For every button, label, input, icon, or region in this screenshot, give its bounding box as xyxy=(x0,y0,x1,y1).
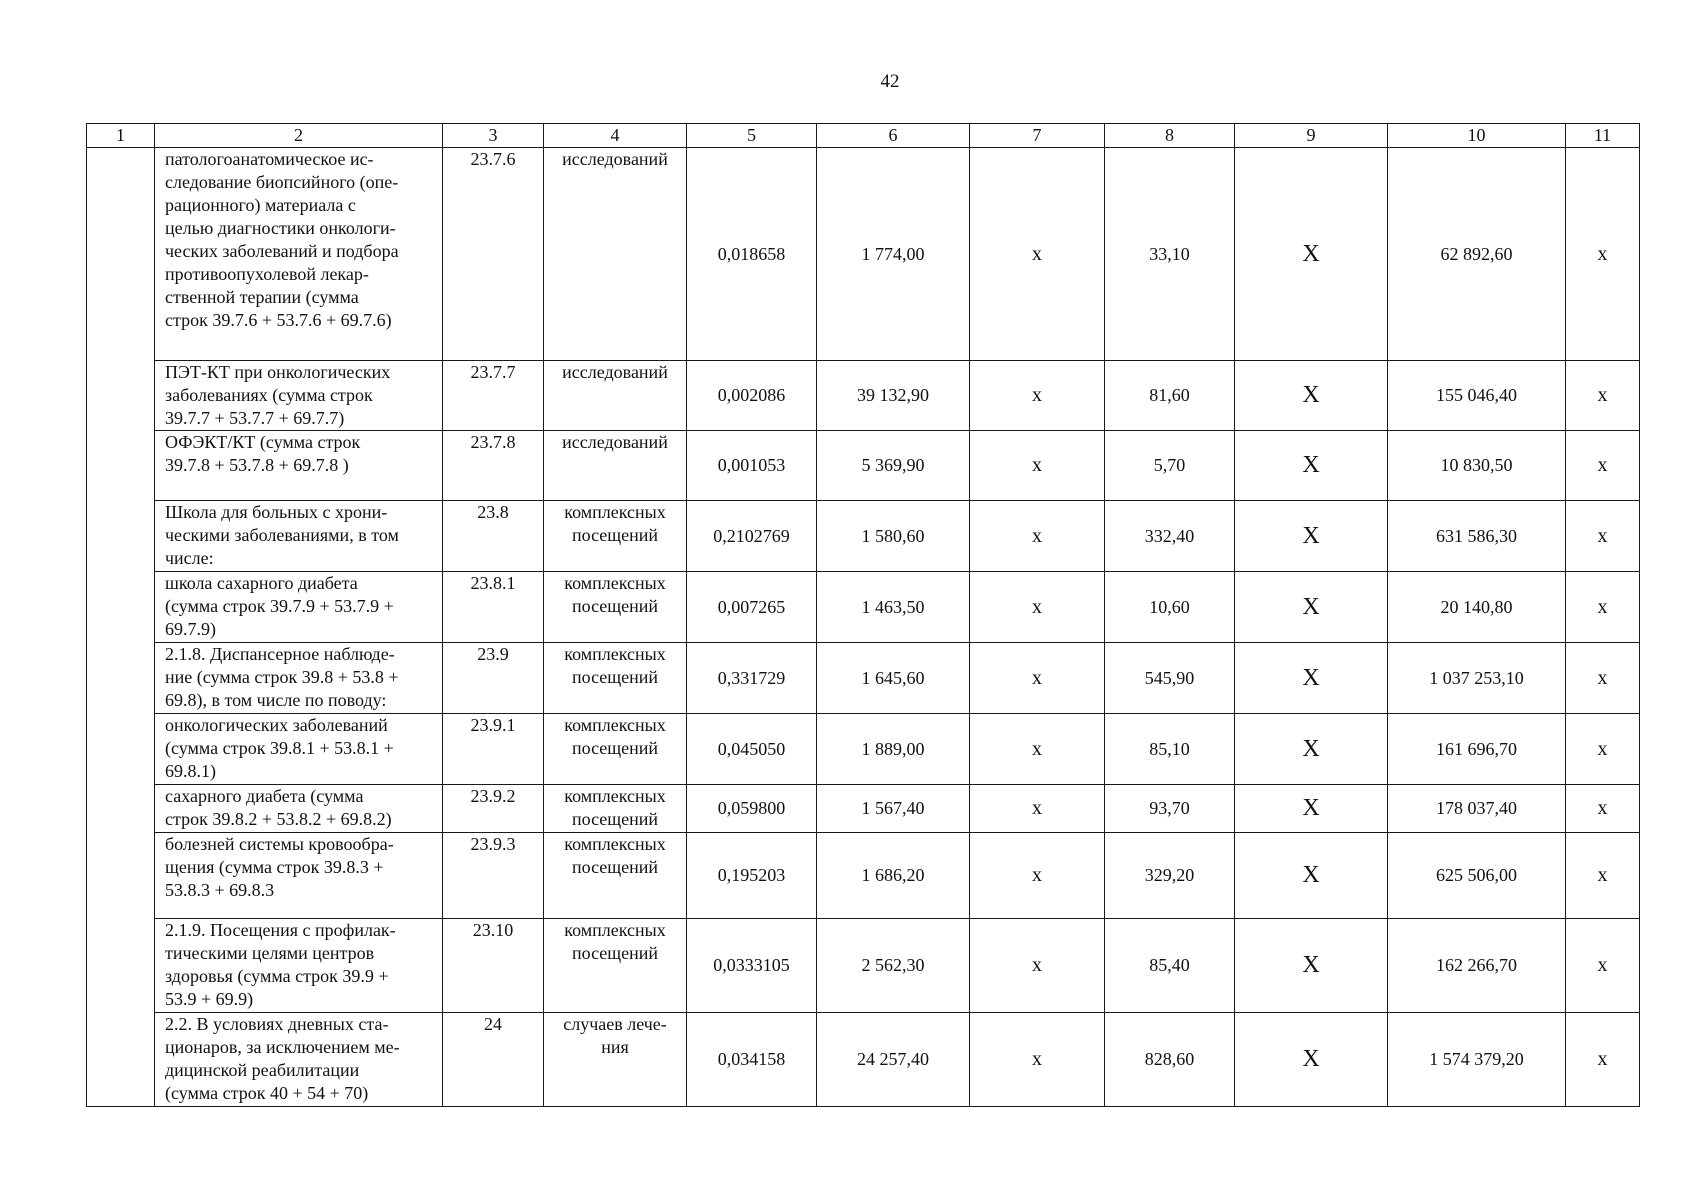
row-unit-cell xyxy=(544,431,687,501)
row-name-line: 2.2. В условиях дневных ста- xyxy=(165,1014,389,1034)
row-c6-cell: 1 580,60 xyxy=(817,501,970,572)
row-c9-cell: Х xyxy=(1235,148,1388,361)
row-c10-cell: 1 574 379,20 xyxy=(1388,1013,1566,1107)
row-name-line: 69.8), в том числе по поводу: xyxy=(165,690,387,710)
header-cell: 11 xyxy=(1566,124,1640,148)
row-c9-cell: Х xyxy=(1235,919,1388,1013)
row-unit-line: комплексных xyxy=(564,834,666,854)
header-cell: 10 xyxy=(1388,124,1566,148)
row-c6-cell: 1 645,60 xyxy=(817,643,970,714)
row-name-line: 69.8.1) xyxy=(165,761,216,781)
page-number: 42 xyxy=(880,71,900,92)
row-c7-cell: х xyxy=(970,572,1105,643)
row-name-line: рационного) материала с xyxy=(165,195,356,215)
row-name-cell xyxy=(155,643,443,714)
row-name-line: строк 39.8.2 + 53.8.2 + 69.8.2) xyxy=(165,809,392,829)
row-c7-cell: х xyxy=(970,431,1105,501)
row-c6-cell: 5 369,90 xyxy=(817,431,970,501)
row-c11-cell: х xyxy=(1566,361,1640,431)
row-unit-cell xyxy=(544,148,687,361)
row-c11-cell: х xyxy=(1566,643,1640,714)
row-c9-cell: Х xyxy=(1235,501,1388,572)
table-row xyxy=(87,1013,1640,1107)
row-name-cell xyxy=(155,361,443,431)
row-c10-cell: 1 037 253,10 xyxy=(1388,643,1566,714)
row-c6-cell: 39 132,90 xyxy=(817,361,970,431)
row-code-cell: 23.7.6 xyxy=(443,148,544,361)
row-name-line: болезней системы кровообра- xyxy=(165,834,394,854)
row-code-cell: 23.9 xyxy=(443,643,544,714)
row-c9-cell: Х xyxy=(1235,1013,1388,1107)
row-c8-cell: 93,70 xyxy=(1105,785,1235,833)
row-name-cell xyxy=(155,833,443,919)
row-name-cell xyxy=(155,431,443,501)
row-c5-cell: 0,045050 xyxy=(687,714,817,785)
row-name-cell xyxy=(155,1013,443,1107)
row-name-line: 2.1.9. Посещения с профилак- xyxy=(165,920,396,940)
row-c8-cell: 10,60 xyxy=(1105,572,1235,643)
row-code-cell: 23.8.1 xyxy=(443,572,544,643)
row-c7-cell: х xyxy=(970,919,1105,1013)
row-unit-line: комплексных xyxy=(564,573,666,593)
table-row xyxy=(87,431,1640,501)
row-c7-cell: х xyxy=(970,1013,1105,1107)
row-code-cell: 24 xyxy=(443,1013,544,1107)
header-cell: 4 xyxy=(544,124,687,148)
row-c8-cell: 332,40 xyxy=(1105,501,1235,572)
row-c7-cell: х xyxy=(970,833,1105,919)
row-name-cell xyxy=(155,919,443,1013)
row-c6-cell: 1 774,00 xyxy=(817,148,970,361)
row-c5-cell: 0,034158 xyxy=(687,1013,817,1107)
row-c7-cell: х xyxy=(970,714,1105,785)
row-c11-cell: х xyxy=(1566,785,1640,833)
row-c6-cell: 24 257,40 xyxy=(817,1013,970,1107)
row-c11-cell: х xyxy=(1566,714,1640,785)
row-name-line: заболеваниях (сумма строк xyxy=(165,385,373,405)
row-name-line: ческими заболеваниями, в том xyxy=(165,525,399,545)
row-c10-cell: 162 266,70 xyxy=(1388,919,1566,1013)
row-c8-cell: 545,90 xyxy=(1105,643,1235,714)
header-cell: 7 xyxy=(970,124,1105,148)
row-c5-cell: 0,331729 xyxy=(687,643,817,714)
row-c10-cell: 178 037,40 xyxy=(1388,785,1566,833)
table-row xyxy=(87,785,1640,833)
row-c9-cell: Х xyxy=(1235,785,1388,833)
row-unit-line: посещений xyxy=(571,525,659,545)
row-unit-line: посещений xyxy=(571,809,659,829)
table-row xyxy=(87,361,1640,431)
row-name-cell xyxy=(155,714,443,785)
row-unit-cell xyxy=(544,361,687,431)
header-row xyxy=(87,124,1640,148)
row-name-line: 69.7.9) xyxy=(165,619,216,639)
row-name-line: числе: xyxy=(165,548,214,568)
row-c7-cell: х xyxy=(970,361,1105,431)
row-c10-cell: 161 696,70 xyxy=(1388,714,1566,785)
row-unit-cell xyxy=(544,919,687,1013)
data-table xyxy=(86,123,1640,1107)
row-c6-cell: 1 686,20 xyxy=(817,833,970,919)
row-name-line: следование биопсийного (опе- xyxy=(165,172,399,192)
row-name-line: ческих заболеваний и подбора xyxy=(165,241,399,261)
row-c11-cell: х xyxy=(1566,148,1640,361)
row-name-line: целью диагностики онкологи- xyxy=(165,218,396,238)
header-cell: 2 xyxy=(155,124,443,148)
row-unit-line: посещений xyxy=(571,667,659,687)
row-unit-cell xyxy=(544,1013,687,1107)
row-c9-cell: Х xyxy=(1235,643,1388,714)
row-unit-line: комплексных xyxy=(564,644,666,664)
row-c5-cell: 0,2102769 xyxy=(687,501,817,572)
row-name-line: 39.7.7 + 53.7.7 + 69.7.7) xyxy=(165,408,345,428)
row-unit-cell xyxy=(544,833,687,919)
row-code-cell: 23.8 xyxy=(443,501,544,572)
row-unit-line: посещений xyxy=(571,857,659,877)
row-unit-cell xyxy=(544,572,687,643)
row-c8-cell: 85,40 xyxy=(1105,919,1235,1013)
row-c5-cell: 0,002086 xyxy=(687,361,817,431)
row-unit-line: комплексных xyxy=(564,786,666,806)
row-name-line: (сумма строк 39.8.1 + 53.8.1 + xyxy=(165,738,394,758)
row-name-line: (сумма строк 39.7.9 + 53.7.9 + xyxy=(165,596,394,616)
header-cell: 8 xyxy=(1105,124,1235,148)
row-c10-cell: 10 830,50 xyxy=(1388,431,1566,501)
row-c5-cell: 0,195203 xyxy=(687,833,817,919)
row-name-cell xyxy=(155,501,443,572)
row-c8-cell: 329,20 xyxy=(1105,833,1235,919)
row-c10-cell: 625 506,00 xyxy=(1388,833,1566,919)
row-unit-line: случаев лече- xyxy=(563,1014,667,1034)
row-name-line: 2.1.8. Диспансерное наблюде- xyxy=(165,644,395,664)
row-name-line: сахарного диабета (сумма xyxy=(165,786,364,806)
header-cell: 9 xyxy=(1235,124,1388,148)
row-name-line: школа сахарного диабета xyxy=(165,573,358,593)
row-unit-line: посещений xyxy=(571,738,659,758)
table-row xyxy=(87,501,1640,572)
row-c9-cell: Х xyxy=(1235,431,1388,501)
row-name-line: ОФЭКТ/КТ (сумма строк xyxy=(165,432,361,452)
row-c5-cell: 0,059800 xyxy=(687,785,817,833)
row-code-cell: 23.7.8 xyxy=(443,431,544,501)
row-code-cell: 23.10 xyxy=(443,919,544,1013)
header-cell: 1 xyxy=(87,124,155,148)
row-c6-cell: 1 567,40 xyxy=(817,785,970,833)
row-name-line: ственной терапии (сумма xyxy=(165,287,359,307)
row-c10-cell: 20 140,80 xyxy=(1388,572,1566,643)
row-c9-cell: Х xyxy=(1235,833,1388,919)
row-unit-line: комплексных xyxy=(564,502,666,522)
header-cell: 5 xyxy=(687,124,817,148)
row-unit-line: ния xyxy=(601,1037,629,1057)
row-group-cell xyxy=(87,148,155,1107)
row-c5-cell: 0,007265 xyxy=(687,572,817,643)
row-name-line: Школа для больных с хрони- xyxy=(165,502,388,522)
row-c10-cell: 155 046,40 xyxy=(1388,361,1566,431)
row-name-line: 53.8.3 + 69.8.3 xyxy=(165,880,275,900)
row-c8-cell: 85,10 xyxy=(1105,714,1235,785)
row-unit-cell xyxy=(544,643,687,714)
row-c6-cell: 1 889,00 xyxy=(817,714,970,785)
row-name-line: щения (сумма строк 39.8.3 + xyxy=(165,857,384,877)
row-c11-cell: х xyxy=(1566,1013,1640,1107)
row-c9-cell: Х xyxy=(1235,714,1388,785)
row-code-cell: 23.9.1 xyxy=(443,714,544,785)
row-c11-cell: х xyxy=(1566,572,1640,643)
row-c7-cell: х xyxy=(970,501,1105,572)
row-c7-cell: х xyxy=(970,643,1105,714)
row-unit-cell xyxy=(544,501,687,572)
row-c5-cell: 0,018658 xyxy=(687,148,817,361)
row-unit-line: исследований xyxy=(562,432,668,452)
table-row xyxy=(87,572,1640,643)
row-c8-cell: 5,70 xyxy=(1105,431,1235,501)
row-name-line: онкологических заболеваний xyxy=(165,715,388,735)
row-name-line: противоопухолевой лекар- xyxy=(165,264,369,284)
table-row xyxy=(87,148,1640,361)
table-row xyxy=(87,643,1640,714)
row-code-cell: 23.9.3 xyxy=(443,833,544,919)
row-name-line: строк 39.7.6 + 53.7.6 + 69.7.6) xyxy=(165,310,392,330)
row-unit-line: комплексных xyxy=(564,920,666,940)
row-c11-cell: х xyxy=(1566,431,1640,501)
row-c5-cell: 0,0333105 xyxy=(687,919,817,1013)
row-code-cell: 23.9.2 xyxy=(443,785,544,833)
row-name-line: 39.7.8 + 53.7.8 + 69.7.8 ) xyxy=(165,455,349,475)
row-c7-cell: х xyxy=(970,785,1105,833)
row-name-line: ПЭТ-КТ при онкологических xyxy=(165,362,391,382)
row-name-cell xyxy=(155,785,443,833)
row-c8-cell: 81,60 xyxy=(1105,361,1235,431)
row-name-line: ционаров, за исключением ме- xyxy=(165,1037,400,1057)
row-name-line: тическими целями центров xyxy=(165,943,375,963)
row-c6-cell: 1 463,50 xyxy=(817,572,970,643)
row-c8-cell: 33,10 xyxy=(1105,148,1235,361)
row-c7-cell: х xyxy=(970,148,1105,361)
row-c11-cell: х xyxy=(1566,833,1640,919)
row-unit-line: комплексных xyxy=(564,715,666,735)
row-c8-cell: 828,60 xyxy=(1105,1013,1235,1107)
row-name-line: патологоанатомическое ис- xyxy=(165,149,374,169)
row-name-line: ние (сумма строк 39.8 + 53.8 + xyxy=(165,667,399,687)
table-row xyxy=(87,714,1640,785)
table-row xyxy=(87,833,1640,919)
row-name-line: 53.9 + 69.9) xyxy=(165,989,254,1009)
row-c10-cell: 62 892,60 xyxy=(1388,148,1566,361)
row-unit-cell xyxy=(544,785,687,833)
header-cell: 6 xyxy=(817,124,970,148)
row-unit-line: исследований xyxy=(562,149,668,169)
row-c5-cell: 0,001053 xyxy=(687,431,817,501)
row-unit-line: посещений xyxy=(571,943,659,963)
row-name-line: здоровья (сумма строк 39.9 + xyxy=(165,966,389,986)
row-name-cell xyxy=(155,572,443,643)
row-c9-cell: Х xyxy=(1235,572,1388,643)
row-c11-cell: х xyxy=(1566,501,1640,572)
row-unit-line: посещений xyxy=(571,596,659,616)
row-c11-cell: х xyxy=(1566,919,1640,1013)
table-row xyxy=(87,919,1640,1013)
row-c6-cell: 2 562,30 xyxy=(817,919,970,1013)
row-code-cell: 23.7.7 xyxy=(443,361,544,431)
row-name-line: (сумма строк 40 + 54 + 70) xyxy=(165,1083,369,1103)
row-c10-cell: 631 586,30 xyxy=(1388,501,1566,572)
header-cell: 3 xyxy=(443,124,544,148)
row-c9-cell: Х xyxy=(1235,361,1388,431)
row-name-line: дицинской реабилитации xyxy=(165,1060,360,1080)
row-unit-line: исследований xyxy=(562,362,668,382)
row-name-cell xyxy=(155,148,443,361)
row-unit-cell xyxy=(544,714,687,785)
